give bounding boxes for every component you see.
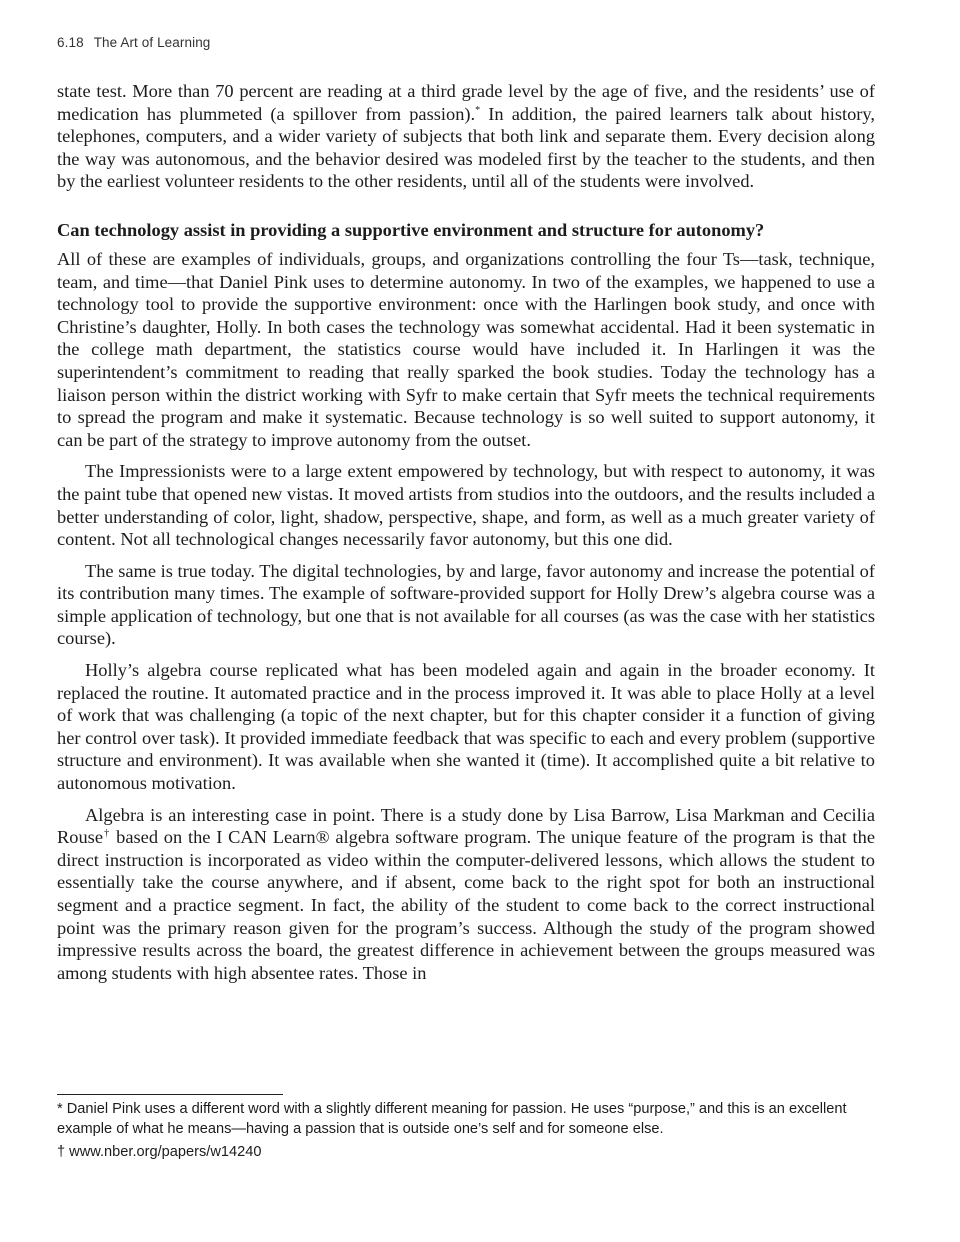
paragraph-intro <box>57 80 875 193</box>
paragraph-1: All of these are examples of individuals, groups, and organizations controlling the four Ts—task, technique, team, and time—that Daniel Pink uses to determine autonomy. In two of the examples, we happened to use a technology tool to provide the supportive environment: once with the Harlingen book study, and once with Christine’s daughter, Holly. In both cases the technology was somewhat accidental. Had it been systematic in the college math department, the statistics course would have included it. In Harlingen it was the superintendent’s commitment to reading that really sparked the book studies. Today the technology has a liaison person within the district working with Syfr to make certain that Syfr meets the technical requirements to spread the program and make it systematic. Because technology is so well suited to support autonomy, it can be part of the strategy to improve autonomy from the outset. <box>57 248 875 450</box>
paragraph-3: The same is true today. The digital technologies, by and large, favor autonomy and increase the potential of its contribution many times. The example of software-provided support for Holly Drew’s algebra course was a simple application of technology, but one that is not available for all courses (as was the case with her statistics course). <box>57 560 875 649</box>
footnote-marker-asterisk[interactable]: * <box>475 104 481 116</box>
footnote-marker-dagger[interactable]: † <box>102 828 111 840</box>
running-head <box>57 35 210 50</box>
footnote-1: * Daniel Pink uses a different word with a slightly different meaning for passion. He uses “purpose,” and this is an excellent example of what he means—having a passion that is outside one’s self and for someone else. <box>57 1101 847 1137</box>
paragraph-5-text: Algebra is an interesting case in point. There is a study done by Lisa Barrow, Lisa Markman and Cecilia Rouse <box>57 804 875 848</box>
body-text <box>57 80 875 993</box>
paragraph-2: The Impressionists were to a large extent empowered by technology, but with respect to autonomy, it was the paint tube that opened new vistas. It moved artists from studios into the outdoors, and the results included a better understanding of color, light, shadow, perspective, shape, and form, as well as a much greater variety of content. Not all technological changes necessarily favor autonomy, but this one did. <box>57 461 875 550</box>
paragraph-5 <box>57 804 875 985</box>
footnotes <box>57 1100 875 1167</box>
section-heading: Can technology assist in providing a supportive environment and structure for autonomy? <box>57 219 765 240</box>
paragraph-intro-continued: In addition, the paired learners talk about history, telephones, computers, and a wider variety of subjects that both link and separate them. Every decision along the way was autonomous, and the behavior desired was modeled first by the teacher to the students, and then by the earliest volunteer residents to the other residents, until all of the students were involved. <box>57 103 876 192</box>
paragraph-5-continued: based on the I CAN Learn® algebra software program. The unique feature of the program is that the direct instruction is incorporated as video within the computer-delivered lessons, which allows the student to essentially take the course anywhere, and if absent, come back to the right spot for both an instructional segment and a practice segment. In fact, the ability of the student to come back to the correct instructional point was the primary reason given for the program’s success. Although the study of the program showed impressive results across the board, the greatest difference in achievement between the groups measured was among students with high absentee rates. Those in <box>57 827 876 983</box>
book-title: The Art of Learning <box>93 35 211 50</box>
paragraph-intro-text: state test. More than 70 percent are reading at a third grade level by the age of five, and the residents’ use of medication has plummeted (a spillover from passion). <box>57 81 875 124</box>
footnote-divider <box>57 1094 283 1095</box>
footnote-2[interactable]: † www.nber.org/papers/w14240 <box>57 1144 262 1160</box>
page-number: 6.18 <box>57 35 84 50</box>
paragraph-4: Holly’s algebra course replicated what has been modeled again and again in the broader economy. It replaced the routine. It automated practice and in the process improved it. It was able to place Holly at a level of work that was challenging (a topic of the next chapter, but for this chapter consider it a function of giving her control over task). It provided immediate feedback that was specific to each and every problem (supportive structure and environment). It was available when she wanted it (time). It accomplished quite a bit relative to autonomous motivation. <box>57 660 875 794</box>
